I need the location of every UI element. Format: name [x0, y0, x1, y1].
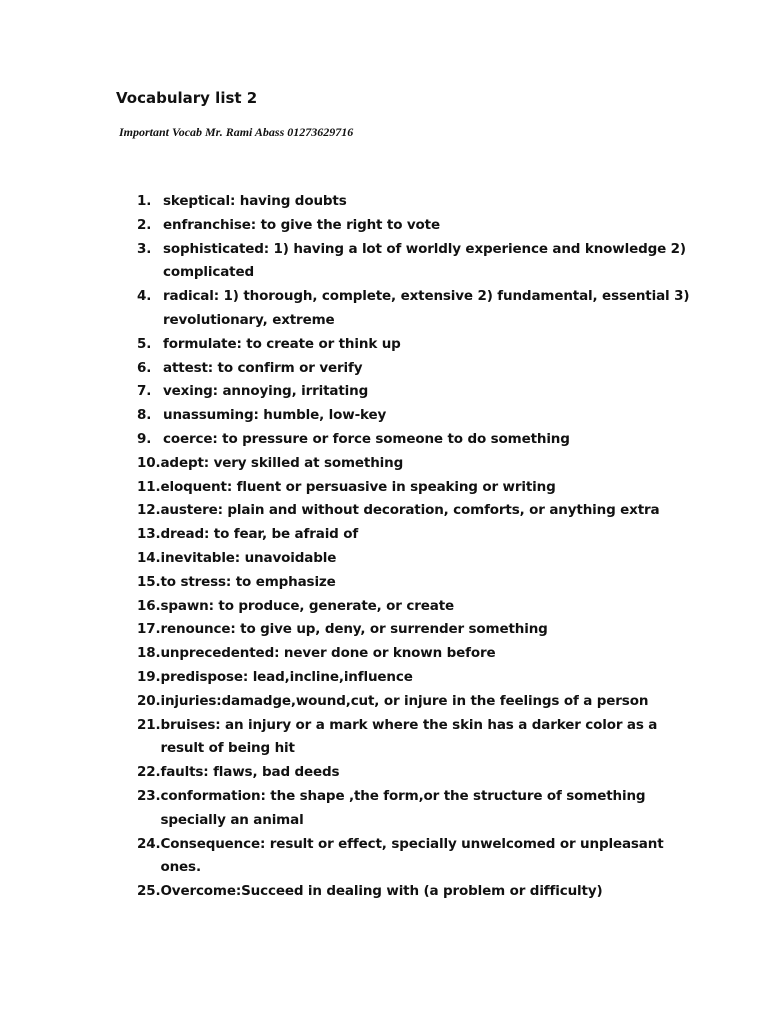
vocab-item [137, 333, 697, 357]
vocab-number: 12. [137, 502, 161, 519]
vocab-item [137, 380, 697, 404]
vocab-number: 8. [137, 407, 152, 424]
vocab-item [137, 357, 697, 381]
vocab-definition: attest: to confirm or verify [163, 359, 363, 376]
vocab-number: 4. [137, 288, 152, 305]
vocab-number: 5. [137, 335, 152, 352]
vocab-number: 14. [137, 549, 161, 566]
vocab-item [137, 476, 697, 500]
page-title: Vocabulary list 2 [116, 89, 258, 107]
vocab-item [137, 642, 697, 666]
vocab-number: 21. [137, 716, 161, 733]
vocab-number: 18. [137, 645, 161, 662]
vocab-number: 6. [137, 359, 152, 376]
vocab-definition: vexing: annoying, irritating [163, 383, 369, 400]
vocab-definition: unprecedented: never done or known before [160, 645, 496, 662]
vocab-item [137, 499, 697, 523]
vocab-number: 2. [137, 216, 152, 233]
vocab-item [137, 785, 697, 833]
vocab-definition: eloquent: fluent or persuasive in speaking or writing [160, 478, 556, 495]
vocab-item [137, 833, 697, 881]
vocab-definition: conformation: the shape ,the form,or the structure of something specially an animal [160, 787, 646, 828]
vocab-number: 11. [137, 478, 161, 495]
vocab-definition: radical: 1) thorough, complete, extensive 2) fundamental, essential 3) revolutionary, extreme [163, 288, 690, 328]
vocab-number: 9. [137, 430, 152, 447]
vocab-definition: austere: plain and without decoration, comforts, or anything extra [160, 502, 660, 519]
vocab-definition: inevitable: unavoidable [160, 549, 337, 566]
vocab-item [137, 880, 697, 904]
vocab-number: 15. [137, 573, 161, 590]
vocab-number: 23. [137, 787, 161, 804]
vocab-definition: Consequence: result or effect, specially unwelcomed or unpleasant ones. [160, 835, 664, 876]
vocab-number: 3. [137, 240, 152, 257]
vocab-item [137, 214, 697, 238]
vocab-definition: skeptical: having doubts [163, 193, 347, 209]
vocab-item [137, 595, 697, 619]
vocab-item [137, 618, 697, 642]
vocab-number: 22. [137, 764, 161, 781]
author-subtitle: Important Vocab Mr. Rami Abass 01273629716 [119, 125, 354, 139]
vocab-item [137, 238, 697, 286]
vocab-definition: Overcome:Succeed in dealing with (a problem or difficulty) [160, 883, 603, 900]
vocab-item [137, 404, 697, 428]
vocab-number: 25. [137, 883, 161, 900]
vocabulary-list [137, 190, 697, 904]
vocab-definition: coerce: to pressure or force someone to do something [163, 430, 570, 447]
vocab-definition: spawn: to produce, generate, or create [160, 597, 455, 614]
vocab-number: 17. [137, 621, 161, 638]
vocab-number: 19. [137, 668, 161, 685]
vocab-definition: enfranchise: to give the right to vote [163, 216, 440, 233]
vocab-item [137, 690, 697, 714]
vocab-item [137, 523, 697, 547]
vocab-definition: renounce: to give up, deny, or surrender something [160, 621, 548, 638]
vocab-item [137, 428, 697, 452]
vocab-item [137, 666, 697, 690]
vocab-definition: injuries:damadge,wound,cut, or injure in the feelings of a person [160, 692, 649, 709]
vocab-number: 24. [137, 835, 161, 852]
vocab-item [137, 571, 697, 595]
vocab-definition: dread: to fear, be afraid of [160, 526, 359, 543]
vocab-number: 7. [137, 383, 152, 400]
vocab-number: 16. [137, 597, 161, 614]
vocab-item [137, 547, 697, 571]
vocab-number: 1. [137, 193, 152, 209]
vocab-definition: formulate: to create or think up [163, 335, 401, 352]
vocab-item [137, 761, 697, 785]
vocab-item [137, 714, 697, 762]
vocab-definition: predispose: lead,incline,influence [160, 668, 413, 685]
vocab-number: 20. [137, 692, 161, 709]
vocab-item [137, 190, 697, 214]
vocab-item [137, 452, 697, 476]
vocab-definition: adept: very skilled at something [160, 454, 404, 471]
vocab-definition: bruises: an injury or a mark where the skin has a darker color as a result of being hit [160, 716, 658, 757]
vocab-definition: faults: flaws, bad deeds [160, 764, 340, 781]
vocab-number: 10. [137, 454, 161, 471]
vocab-definition: unassuming: humble, low-key [163, 407, 387, 424]
vocab-item [137, 285, 697, 333]
vocab-definition: sophisticated: 1) having a lot of worldly experience and knowledge 2) complicated [163, 240, 686, 281]
vocab-definition: to stress: to emphasize [160, 573, 336, 590]
vocab-number: 13. [137, 526, 161, 543]
